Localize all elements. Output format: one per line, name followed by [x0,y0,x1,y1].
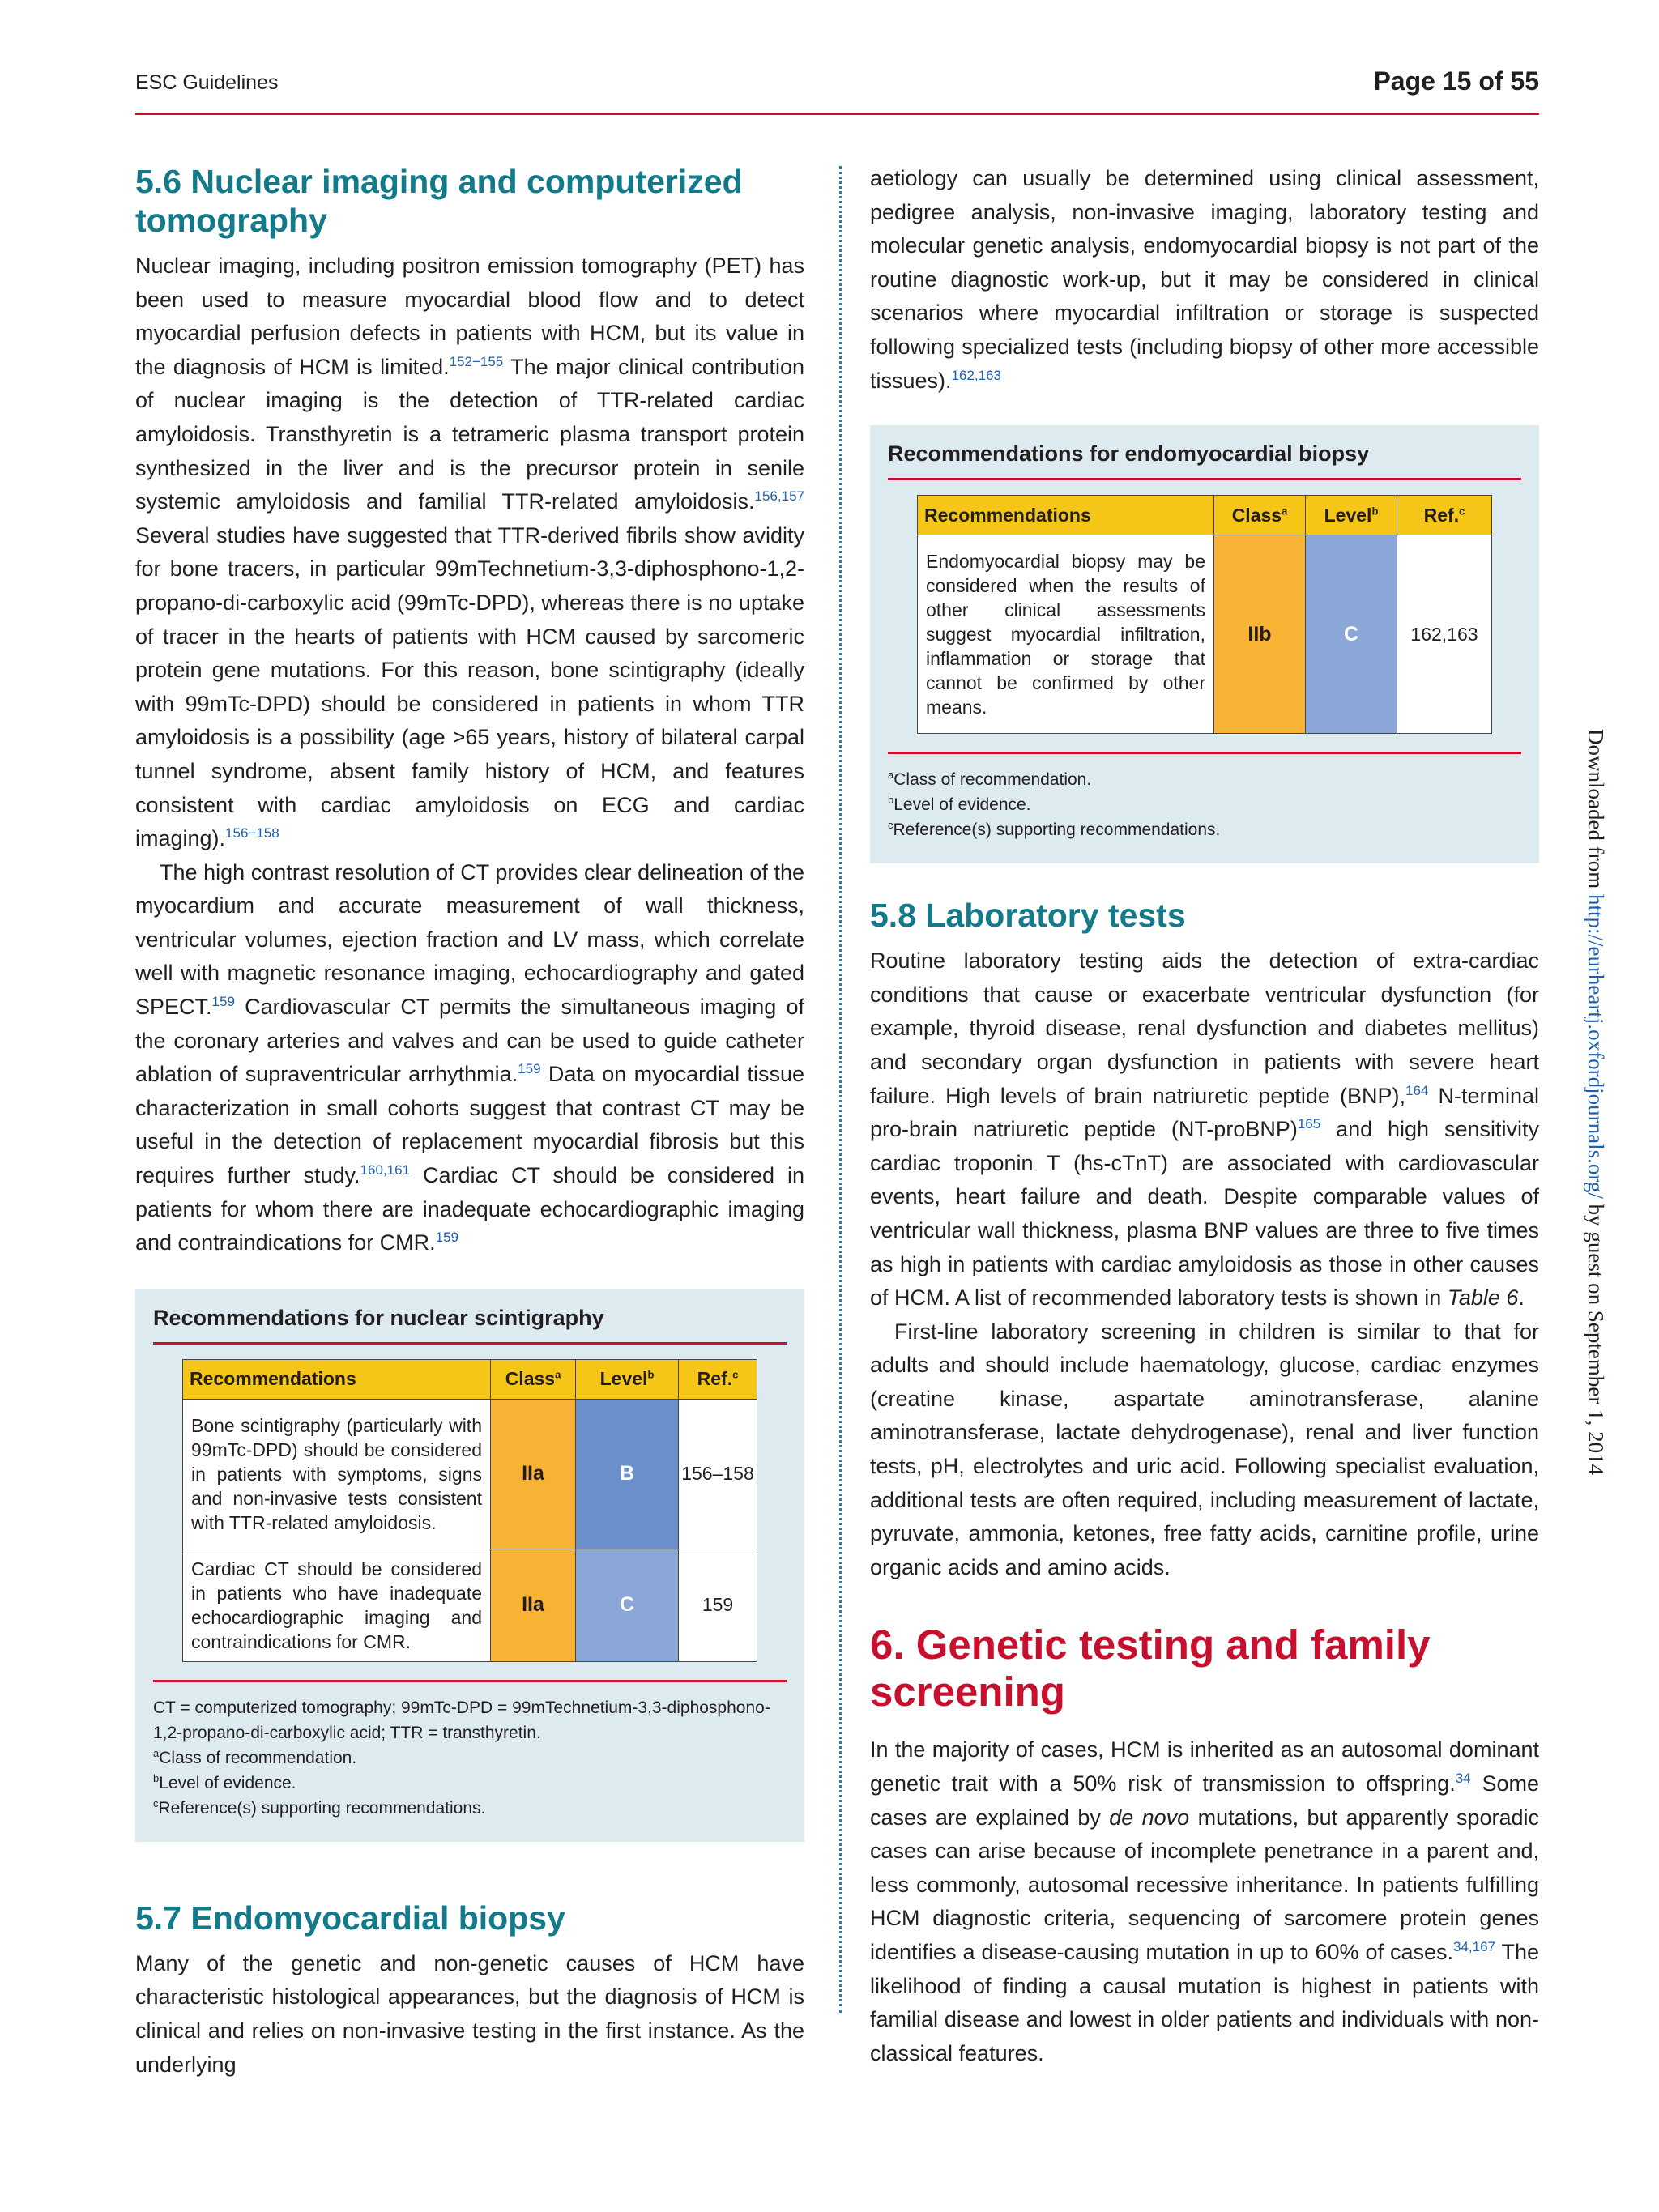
section-5-8-title: 5.8 Laboratory tests [870,897,1186,935]
header-level: Level$^b$ [1306,496,1397,535]
recommendation-text: Cardiac CT should be considered in patients who have inadequate echocardiographic imaging and contraindications for CMR. [183,1549,491,1661]
watermark-text: by guest on September 1, 2014 [1584,1198,1608,1476]
section-5-6-title: 5.6 Nuclear imaging and computerized tomography [135,163,743,239]
text-run: . [1518,1285,1525,1311]
table-row [183,1399,757,1549]
box-rule [888,752,1521,754]
text-run: N-terminal pro-brain natriuretic peptide (NT-proBNP) [870,1083,1539,1142]
nuclear-footnotes [153,1695,787,1821]
watermark-text: Downloaded from [1584,729,1608,894]
citation[interactable]: 165 [1297,1116,1321,1132]
class-cell: IIa [491,1399,576,1549]
text-run: The likelihood of finding a causal mutation is highest in patients with familial disease and lowest in older patients and individuals with non-classical features. [870,1940,1539,2065]
section-5-7-title: 5.7 Endomyocardial biopsy [135,1899,565,1937]
section-5-8-paragraph-2: First-line laboratory screening in children is similar to that for adults and should include haematology, glucose, cardiac enzymes (creatine kinase, aspartate aminotransferase, alanine aminotransferase, lactate dehydrogenase), renal and liver function tests, pH, electrolytes and uric acid. Following specialist evaluation, additional tests are often required, including measurement of lactate, pyruvate, ammonia, ketones, free fatty acids, carnitine profile, urine organic acids and amino acids. [870,1319,1539,1579]
section-6-paragraph-1 [870,1733,1539,2070]
class-cell: IIa [491,1549,576,1661]
text-run: Routine laboratory testing aids the detection of extra-cardiac conditions that cause or exacerbate ventricular dysfunction (for example, thyroid disease, renal dysfunction and diabetes mellitus) and secondary organ dysfunction in patients with severe heart failure. High levels of brain natriuretic peptide (BNP), [870,948,1539,1108]
biopsy-box-title: Recommendations for endomyocardial biopsy [888,441,1370,467]
ref-cell: 156–158 [679,1399,757,1549]
footnote: $^c$Reference(s) supporting recommendations. [153,1796,486,1818]
journal-name: ESC Guidelines [135,71,279,94]
footnote: $^b$Level of evidence. [888,794,1031,815]
right-column [870,162,1539,2070]
section-6-title: 6. Genetic testing and family screening [870,1622,1431,1715]
nuclear-recommendations-box [135,1289,804,1842]
text-run: In the majority of cases, HCM is inherited as an autosomal dominant genetic trait with a 50% risk of transmission to offspring. [870,1737,1539,1796]
download-watermark [1583,729,1608,1701]
table-row [183,1549,757,1661]
text-run: Cardiovascular CT permits the simultaneous imaging of the coronary arteries and valves and can be used to guide catheter ablation of supraventricular arrhythmia. [135,995,804,1087]
text-run: Nuclear imaging, including positron emission tomography (PET) has been used to measure myocardial blood flow and to detect myocardial perfusion defects in patients with HCM, but its value in the diagnosis of HCM is limited. [135,254,804,379]
nuclear-box-title: Recommendations for nuclear scintigraphy [153,1305,604,1330]
table-header-row [183,1359,757,1399]
header-ref: Ref.$^c$ [1397,496,1492,535]
page-number: Page 15 of 55 [1373,66,1539,96]
text-run: The high contrast resolution of CT provides clear delineation of the myocardium and accurate measurement of wall thickness, ventricular volumes, ejection fraction and LV mass, which correlate well with magnetic resonance imaging, echocardiography and gated SPECT. [135,859,804,1020]
class-cell: IIb [1214,535,1306,734]
text-run: The major clinical contribution of nuclear imaging is the detection of TTR-related cardiac amyloidosis. Transthyretin is a tetrameric plasma transport protein synthesized in the liver and is the precursor protein in senile systemic amyloidosis and familial TTR-related amyloidosis. [135,354,804,514]
table-row [918,535,1492,734]
biopsy-recommendations-table [917,495,1492,734]
header-level: Level$^b$ [576,1359,679,1399]
text-run: Some cases are explained by [870,1771,1539,1830]
ref-cell: 162,163 [1397,535,1492,734]
section-5-7-paragraph-1: Many of the genetic and non-genetic causes of HCM have characteristic histological appearances, but the diagnosis of HCM is clinical and relies on non-invasive testing in the first instance. As the underlying [135,1950,804,2077]
citation[interactable]: 34 [1455,1771,1471,1787]
citation[interactable]: 156−158 [225,825,279,842]
citation[interactable]: 164 [1405,1082,1429,1098]
text-run: Cardiac CT should be considered in patients for whom there are inadequate echocardiographic imaging and contraindications for CMR. [135,1163,804,1255]
text-run: and high sensitivity cardiac troponin T (hs-cTnT) are associated with cardiovascular events, heart failure and death. Despite comparable values of ventricular wall thickness, plasma BNP values are three to five times as high in patients with cardiac amyloidosis as those in other causes of HCM. A list of recommended laboratory tests is shown in [870,1117,1539,1311]
text-run: mutations, but apparently sporadic cases can arise because of incomplete penetrance in a parent and, less commonly, autosomal recessive inheritance. In patients fulfilling HCM diagnostic criteria, sequencing of sarcomere protein genes identifies a disease-causing mutation in up to 60% of cases. [870,1805,1540,1964]
text-run: Data on myocardial tissue characterization in small cohorts suggest that contrast CT may be useful in the detection of replacement myocardial fibrosis but this requires further study. [135,1062,804,1188]
recommendation-text: Bone scintigraphy (particularly with 99mTc-DPD) should be considered in patients with symptoms, signs and non-invasive tests consistent with TTR-related amyloidosis. [183,1399,491,1549]
header-recommendations: Recommendations [183,1359,491,1399]
section-5-6-paragraph-1 [135,249,804,856]
box-rule [153,1680,787,1682]
citation[interactable]: 160,161 [360,1162,410,1178]
biopsy-recommendations-box [870,425,1539,863]
text-run: de novo [1109,1805,1190,1830]
text-run: Several studies have suggested that TTR-derived fibrils show avidity for bone tracers, in particular 99mTechnetium-3,3-diphosphono-1,2-propano-di-carboxylic acid (99mTc-DPD), whereas there is no uptake of tracer in the hearts of patients with HCM caused by sarcomeric protein gene mutations. For this reason, bone scintigraphy (ideally with 99mTc-DPD) should be considered in patients in whom TTR amyloidosis is a possibility (age >65 years, history of bilateral carpal tunnel syndrome, absent family history of HCM, and features consistent with cardiac amyloidosis on ECG and cardiac imaging). [135,522,804,851]
table-reference[interactable]: Table 6 [1447,1285,1519,1311]
level-cell: C [576,1549,679,1661]
citation[interactable]: 159 [518,1061,541,1077]
abbreviations-note: CT = computerized tomography; 99mTc-DPD = 99mTechnetium-3,3-diphosphono-1,2-propano-di-carboxylic acid; TTR = transthyretin. [153,1698,770,1742]
citation[interactable]: 34,167 [1453,1939,1495,1954]
header-class: Class$^a$ [491,1359,576,1399]
citation[interactable]: 159 [435,1230,459,1246]
citation[interactable]: 152−155 [449,353,504,369]
level-cell: C [1306,535,1397,734]
header-class: Class$^a$ [1214,496,1306,535]
watermark-link[interactable]: http://eurheartj.oxfordjournals.org/ [1584,893,1608,1199]
citation[interactable]: 162,163 [951,367,1001,383]
ref-cell: 159 [679,1549,757,1661]
section-5-6-paragraph-2 [135,856,804,1260]
footnote: $^b$Level of evidence. [153,1771,296,1792]
footnote: $^c$Reference(s) supporting recommendations. [888,819,1221,840]
section-5-7-paragraph-1-continued [870,162,1539,398]
footnote: $^a$Class of recommendation. [153,1746,357,1767]
header-rule [135,113,1539,115]
header-ref: Ref.$^c$ [679,1359,757,1399]
footnote: $^a$Class of recommendation. [888,769,1092,790]
left-column [135,162,804,2082]
table-header-row [918,496,1492,535]
biopsy-footnotes [888,767,1521,842]
recommendation-text: Endomyocardial biopsy may be considered when the results of other clinical assessments suggest myocardial infiltration, inflammation or storage that cannot be confirmed by other means. [918,535,1214,734]
citation[interactable]: 156,157 [754,488,804,505]
section-5-8-paragraph-1 [870,944,1539,1315]
text-run: aetiology can usually be determined using clinical assessment, pedigree analysis, non-invasive imaging, laboratory testing and molecular genetic analysis, endomyocardial biopsy is not part of the routine diagnostic work-up, but it may be considered in clinical scenarios where myocardial infiltration or storage is suspected following specialized tests (including biopsy of other more accessible tissues). [870,166,1539,393]
level-cell: B [576,1399,679,1549]
nuclear-recommendations-table [182,1359,757,1662]
column-divider [839,166,842,2013]
header-recommendations: Recommendations [918,496,1214,535]
citation[interactable]: 159 [211,994,235,1010]
